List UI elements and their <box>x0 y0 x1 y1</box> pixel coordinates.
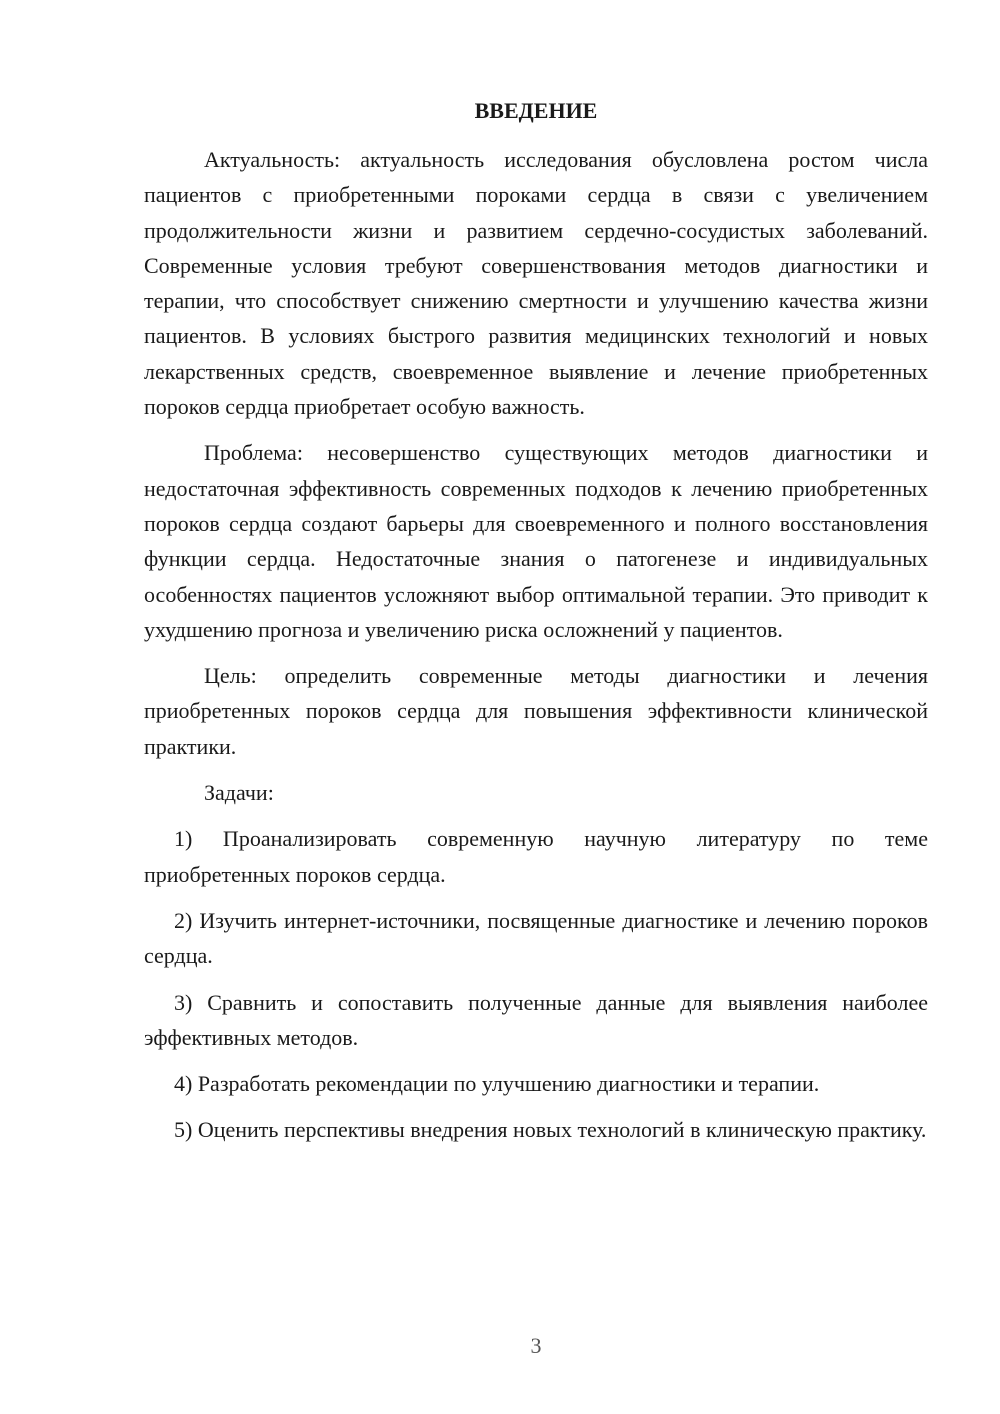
task-item-2: 2) Изучить интернет-источники, посвященные диагностике и лечению пороков сердца. <box>144 907 928 969</box>
task-item-5: 5) Оценить перспективы внедрения новых технологий в клиническую практику. <box>174 1117 927 1143</box>
problem-paragraph: Проблема: несовершенство существующих методов диагностики и недостаточная эффективность современных подходов к лечению приобретенных пороков сердца создают барьеры для своевременного и полного восстановления функции сердца. Недостаточные знания о патогенезе и индивидуальных особенностях пациентов усложняют выбор оптимальной терапии. Это приводит к ухудшению прогноза и увеличению риска осложнений у пациентов. <box>144 440 928 642</box>
tasks-heading: Задачи: <box>204 780 274 806</box>
page-title: ВВЕДЕНИЕ <box>474 98 598 123</box>
relevance-paragraph: Актуальность: актуальность исследования обусловлена ростом числа пациентов с приобретенными пороками сердца в связи с увеличением продолжительности жизни и развитием сердечно-сосудистых заболеваний. Современные условия требуют совершенствования методов диагностики и терапии, что способствует снижению смертности и улучшению качества жизни пациентов. В условиях быстрого развития медицинских технологий и новых лекарственных средств, своевременное выявление и лечение приобретенных пороков сердца приобретает особую важность. <box>144 147 928 420</box>
task-item-4: 4) Разработать рекомендации по улучшению диагностики и терапии. <box>174 1071 820 1097</box>
document-body <box>144 142 928 1159</box>
task-item-1: 1) Проанализировать современную научную литературу по теме приобретенных пороков сердца. <box>144 826 928 887</box>
task-item-3: 3) Сравнить и сопоставить полученные данные для выявления наиболее эффективных методов. <box>144 989 928 1050</box>
goal-paragraph: Цель: определить современные методы диагностики и лечения приобретенных пороков сердца для повышения эффективности клинической практики. <box>144 663 928 759</box>
page-number: 3 <box>530 1333 542 1358</box>
